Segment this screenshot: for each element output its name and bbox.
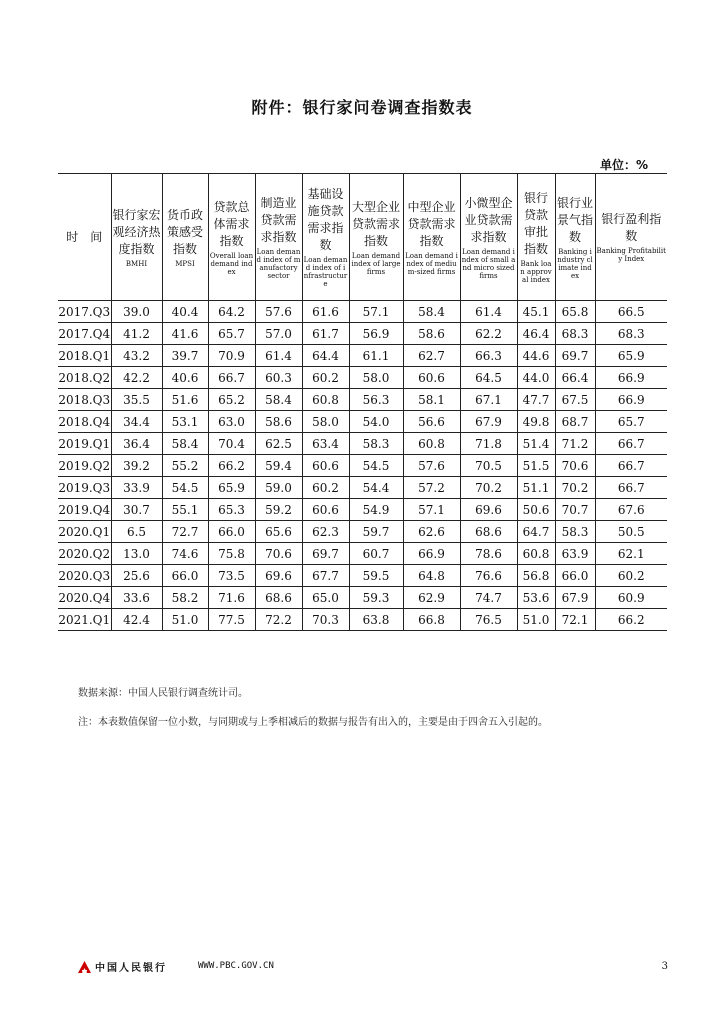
value-cell: 56.9 — [349, 323, 403, 345]
value-cell: 66.0 — [208, 521, 255, 543]
value-cell: 49.8 — [517, 411, 555, 433]
value-cell: 45.1 — [517, 301, 555, 323]
table-row — [58, 367, 667, 389]
column-header-cn: 中型企业贷款需求指数 — [407, 199, 456, 248]
column-header-cn: 时 间 — [66, 229, 103, 244]
column-header-cn: 货币政策感受指数 — [166, 207, 203, 256]
value-cell: 30.7 — [111, 499, 162, 521]
value-cell: 39.2 — [111, 455, 162, 477]
value-cell: 67.6 — [595, 499, 667, 521]
value-cell: 42.4 — [111, 609, 162, 631]
table-row — [58, 565, 667, 587]
period-cell: 2020.Q1 — [58, 521, 111, 543]
value-cell: 56.6 — [403, 411, 460, 433]
value-cell: 78.6 — [460, 543, 517, 565]
value-cell: 69.6 — [460, 499, 517, 521]
value-cell: 47.7 — [517, 389, 555, 411]
period-cell: 2019.Q4 — [58, 499, 111, 521]
value-cell: 60.7 — [349, 543, 403, 565]
period-cell: 2019.Q3 — [58, 477, 111, 499]
value-cell: 33.9 — [111, 477, 162, 499]
period-cell: 2017.Q4 — [58, 323, 111, 345]
value-cell: 44.6 — [517, 345, 555, 367]
value-cell: 59.4 — [255, 455, 302, 477]
column-header — [162, 174, 208, 301]
table-row — [58, 543, 667, 565]
value-cell: 40.4 — [162, 301, 208, 323]
period-cell: 2019.Q1 — [58, 433, 111, 455]
value-cell: 62.5 — [255, 433, 302, 455]
value-cell: 70.7 — [555, 499, 595, 521]
value-cell: 60.8 — [302, 389, 349, 411]
value-cell: 54.9 — [349, 499, 403, 521]
period-cell: 2018.Q2 — [58, 367, 111, 389]
value-cell: 70.9 — [208, 345, 255, 367]
value-cell: 71.8 — [460, 433, 517, 455]
value-cell: 65.7 — [595, 411, 667, 433]
column-header — [595, 174, 667, 301]
value-cell: 72.1 — [555, 609, 595, 631]
index-table — [58, 173, 667, 631]
value-cell: 68.7 — [555, 411, 595, 433]
rounding-note: 注：本表数值保留一位小数，与同期或与上季相减后的数据与报告有出入的，主要是由于四舍五入引起的。 — [78, 717, 548, 728]
value-cell: 74.6 — [162, 543, 208, 565]
value-cell: 39.0 — [111, 301, 162, 323]
value-cell: 65.7 — [208, 323, 255, 345]
data-source-note: 数据来源：中国人民银行调查统计司。 — [78, 688, 248, 699]
column-header — [255, 174, 302, 301]
value-cell: 60.3 — [255, 367, 302, 389]
value-cell: 65.9 — [595, 345, 667, 367]
value-cell: 51.4 — [517, 433, 555, 455]
value-cell: 68.6 — [255, 587, 302, 609]
value-cell: 58.4 — [403, 301, 460, 323]
value-cell: 65.9 — [208, 477, 255, 499]
value-cell: 58.0 — [349, 367, 403, 389]
value-cell: 60.9 — [595, 587, 667, 609]
table-row — [58, 455, 667, 477]
value-cell: 61.1 — [349, 345, 403, 367]
table-row — [58, 587, 667, 609]
value-cell: 69.7 — [555, 345, 595, 367]
column-header — [111, 174, 162, 301]
value-cell: 6.5 — [111, 521, 162, 543]
value-cell: 57.6 — [403, 455, 460, 477]
value-cell: 70.4 — [208, 433, 255, 455]
value-cell: 54.5 — [162, 477, 208, 499]
value-cell: 62.9 — [403, 587, 460, 609]
column-header-cn: 贷款总体需求指数 — [213, 199, 250, 248]
value-cell: 58.6 — [403, 323, 460, 345]
value-cell: 51.6 — [162, 389, 208, 411]
column-header-cn: 银行家宏观经济热度指数 — [112, 207, 161, 256]
value-cell: 51.0 — [162, 609, 208, 631]
value-cell: 72.7 — [162, 521, 208, 543]
unit-label: 单位：% — [600, 158, 649, 172]
table-row — [58, 323, 667, 345]
value-cell: 61.6 — [302, 301, 349, 323]
value-cell: 70.3 — [302, 609, 349, 631]
table-row — [58, 609, 667, 631]
table-row — [58, 477, 667, 499]
value-cell: 57.1 — [349, 301, 403, 323]
value-cell: 68.3 — [595, 323, 667, 345]
footer-logo-text: 中国人民银行 — [95, 963, 167, 974]
column-header-cn: 小微型企业贷款需求指数 — [464, 195, 513, 244]
table-row — [58, 389, 667, 411]
value-cell: 64.4 — [302, 345, 349, 367]
column-header-en: Loan demand index of small and micro sized firms — [461, 247, 516, 280]
value-cell: 59.7 — [349, 521, 403, 543]
column-header-en: Banking Profitability Index — [596, 247, 666, 263]
value-cell: 34.4 — [111, 411, 162, 433]
column-header-cn: 银行贷款审批指数 — [523, 191, 548, 256]
table-row — [58, 499, 667, 521]
value-cell: 63.8 — [349, 609, 403, 631]
value-cell: 51.1 — [517, 477, 555, 499]
value-cell: 50.5 — [595, 521, 667, 543]
value-cell: 66.7 — [208, 367, 255, 389]
column-header — [302, 174, 349, 301]
column-header-cn: 基础设施贷款需求指数 — [307, 187, 344, 252]
value-cell: 62.1 — [595, 543, 667, 565]
value-cell: 63.0 — [208, 411, 255, 433]
value-cell: 61.4 — [460, 301, 517, 323]
column-header — [517, 174, 555, 301]
value-cell: 67.7 — [302, 565, 349, 587]
value-cell: 66.9 — [595, 367, 667, 389]
value-cell: 64.7 — [517, 521, 555, 543]
value-cell: 70.6 — [255, 543, 302, 565]
value-cell: 75.8 — [208, 543, 255, 565]
value-cell: 50.6 — [517, 499, 555, 521]
column-header — [460, 174, 517, 301]
value-cell: 58.3 — [349, 433, 403, 455]
value-cell: 58.2 — [162, 587, 208, 609]
value-cell: 62.2 — [460, 323, 517, 345]
period-cell: 2020.Q3 — [58, 565, 111, 587]
table-row — [58, 433, 667, 455]
column-header-cn: 银行盈利指数 — [601, 212, 662, 243]
value-cell: 44.0 — [517, 367, 555, 389]
column-header-en: Loan demand index of medium-sized firms — [405, 251, 458, 276]
column-header-cn: 银行业景气指数 — [556, 195, 593, 244]
value-cell: 65.8 — [555, 301, 595, 323]
column-header-en: Banking industry climate index — [557, 247, 593, 280]
value-cell: 54.4 — [349, 477, 403, 499]
value-cell: 67.1 — [460, 389, 517, 411]
value-cell: 66.5 — [595, 301, 667, 323]
value-cell: 60.6 — [302, 455, 349, 477]
value-cell: 66.8 — [403, 609, 460, 631]
footer-url[interactable]: WWW.PBC.GOV.CN — [198, 961, 274, 971]
page-title: 附件：银行家问卷调查指数表 — [251, 98, 473, 117]
value-cell: 57.1 — [403, 499, 460, 521]
column-header-en: MPSI — [175, 259, 195, 268]
page-footer — [78, 958, 668, 976]
value-cell: 58.3 — [555, 521, 595, 543]
value-cell: 69.6 — [255, 565, 302, 587]
table-body — [58, 301, 667, 631]
value-cell: 66.7 — [595, 455, 667, 477]
value-cell: 66.7 — [595, 433, 667, 455]
value-cell: 33.6 — [111, 587, 162, 609]
value-cell: 71.6 — [208, 587, 255, 609]
value-cell: 67.9 — [460, 411, 517, 433]
period-cell: 2021.Q1 — [58, 609, 111, 631]
column-header — [349, 174, 403, 301]
column-header-en: Loan demand index of manufactory sector — [256, 247, 301, 280]
value-cell: 41.6 — [162, 323, 208, 345]
column-header — [208, 174, 255, 301]
value-cell: 66.9 — [403, 543, 460, 565]
period-cell: 2018.Q4 — [58, 411, 111, 433]
value-cell: 70.5 — [460, 455, 517, 477]
period-cell: 2018.Q3 — [58, 389, 111, 411]
value-cell: 69.7 — [302, 543, 349, 565]
column-header — [403, 174, 460, 301]
pboc-emblem-icon — [78, 961, 91, 973]
value-cell: 66.2 — [208, 455, 255, 477]
value-cell: 58.6 — [255, 411, 302, 433]
page-number: 3 — [661, 961, 668, 972]
value-cell: 64.5 — [460, 367, 517, 389]
value-cell: 55.1 — [162, 499, 208, 521]
value-cell: 68.6 — [460, 521, 517, 543]
value-cell: 60.2 — [302, 367, 349, 389]
value-cell: 54.0 — [349, 411, 403, 433]
value-cell: 70.2 — [460, 477, 517, 499]
column-header-en: Bank loan approval index — [520, 260, 552, 284]
value-cell: 59.3 — [349, 587, 403, 609]
value-cell: 64.8 — [403, 565, 460, 587]
value-cell: 60.2 — [302, 477, 349, 499]
value-cell: 56.3 — [349, 389, 403, 411]
value-cell: 58.4 — [162, 433, 208, 455]
value-cell: 42.2 — [111, 367, 162, 389]
value-cell: 66.3 — [460, 345, 517, 367]
value-cell: 59.5 — [349, 565, 403, 587]
value-cell: 58.1 — [403, 389, 460, 411]
period-cell: 2017.Q3 — [58, 301, 111, 323]
column-header — [58, 174, 111, 301]
value-cell: 67.5 — [555, 389, 595, 411]
value-cell: 67.9 — [555, 587, 595, 609]
value-cell: 36.4 — [111, 433, 162, 455]
column-header-cn: 制造业贷款需求指数 — [260, 195, 297, 244]
column-header-en: Loan demand index of infrastructure — [303, 256, 348, 288]
value-cell: 74.7 — [460, 587, 517, 609]
value-cell: 53.1 — [162, 411, 208, 433]
value-cell: 66.0 — [555, 565, 595, 587]
value-cell: 41.2 — [111, 323, 162, 345]
column-header-en: Loan demand index of large firms — [351, 251, 401, 276]
value-cell: 51.0 — [517, 609, 555, 631]
value-cell: 77.5 — [208, 609, 255, 631]
table-row — [58, 345, 667, 367]
value-cell: 61.7 — [302, 323, 349, 345]
value-cell: 61.4 — [255, 345, 302, 367]
value-cell: 66.9 — [595, 389, 667, 411]
value-cell: 65.3 — [208, 499, 255, 521]
column-header — [555, 174, 595, 301]
table-row — [58, 521, 667, 543]
period-cell: 2018.Q1 — [58, 345, 111, 367]
value-cell: 70.6 — [555, 455, 595, 477]
value-cell: 60.8 — [403, 433, 460, 455]
value-cell: 71.2 — [555, 433, 595, 455]
value-cell: 60.8 — [517, 543, 555, 565]
value-cell: 65.2 — [208, 389, 255, 411]
value-cell: 60.2 — [595, 565, 667, 587]
value-cell: 62.6 — [403, 521, 460, 543]
value-cell: 73.5 — [208, 565, 255, 587]
column-header-en: BMHI — [125, 259, 148, 268]
value-cell: 62.3 — [302, 521, 349, 543]
value-cell: 40.6 — [162, 367, 208, 389]
value-cell: 59.2 — [255, 499, 302, 521]
value-cell: 55.2 — [162, 455, 208, 477]
value-cell: 66.2 — [595, 609, 667, 631]
value-cell: 65.0 — [302, 587, 349, 609]
value-cell: 57.6 — [255, 301, 302, 323]
value-cell: 76.6 — [460, 565, 517, 587]
footer-logo — [78, 959, 167, 974]
table-header-row — [58, 174, 667, 301]
value-cell: 43.2 — [111, 345, 162, 367]
value-cell: 46.4 — [517, 323, 555, 345]
value-cell: 64.2 — [208, 301, 255, 323]
value-cell: 58.0 — [302, 411, 349, 433]
column-header-cn: 大型企业贷款需求指数 — [351, 199, 400, 248]
value-cell: 60.6 — [302, 499, 349, 521]
value-cell: 54.5 — [349, 455, 403, 477]
value-cell: 66.0 — [162, 565, 208, 587]
value-cell: 60.6 — [403, 367, 460, 389]
period-cell: 2020.Q4 — [58, 587, 111, 609]
value-cell: 62.7 — [403, 345, 460, 367]
table-row — [58, 301, 667, 323]
value-cell: 25.6 — [111, 565, 162, 587]
column-header-en: Overall loan demand index — [209, 251, 254, 276]
value-cell: 53.6 — [517, 587, 555, 609]
value-cell: 58.4 — [255, 389, 302, 411]
value-cell: 57.0 — [255, 323, 302, 345]
period-cell: 2020.Q2 — [58, 543, 111, 565]
value-cell: 57.2 — [403, 477, 460, 499]
value-cell: 66.4 — [555, 367, 595, 389]
value-cell: 63.9 — [555, 543, 595, 565]
value-cell: 63.4 — [302, 433, 349, 455]
table-row — [58, 411, 667, 433]
value-cell: 66.7 — [595, 477, 667, 499]
value-cell: 70.2 — [555, 477, 595, 499]
value-cell: 65.6 — [255, 521, 302, 543]
value-cell: 59.0 — [255, 477, 302, 499]
value-cell: 72.2 — [255, 609, 302, 631]
value-cell: 68.3 — [555, 323, 595, 345]
value-cell: 35.5 — [111, 389, 162, 411]
value-cell: 51.5 — [517, 455, 555, 477]
value-cell: 56.8 — [517, 565, 555, 587]
value-cell: 76.5 — [460, 609, 517, 631]
value-cell: 39.7 — [162, 345, 208, 367]
period-cell: 2019.Q2 — [58, 455, 111, 477]
value-cell: 13.0 — [111, 543, 162, 565]
